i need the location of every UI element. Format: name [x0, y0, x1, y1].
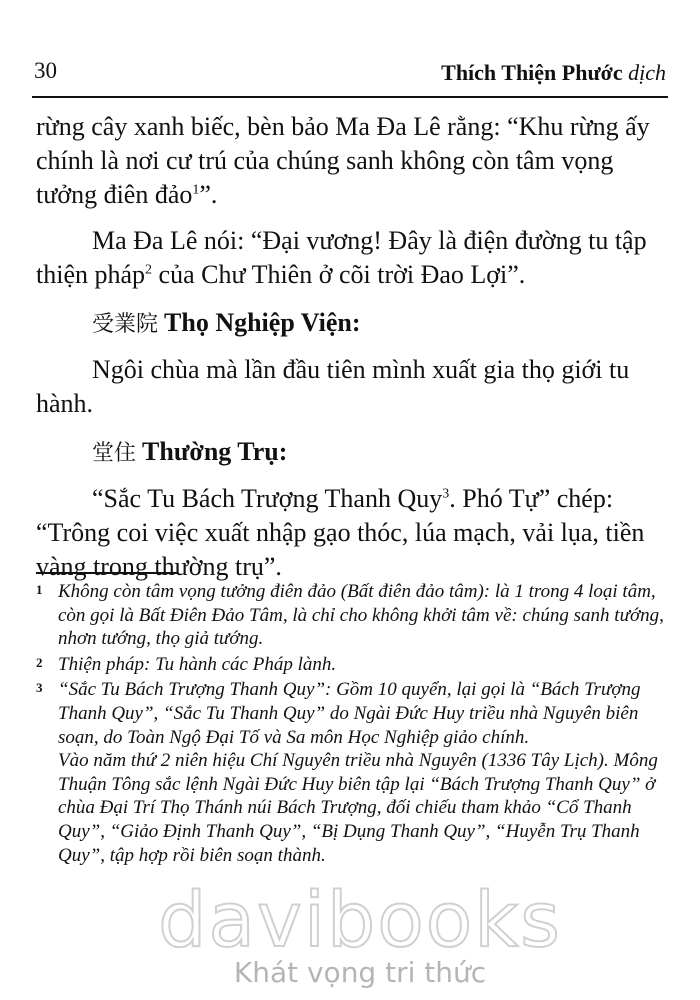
heading-2-title: Thường Trụ: [142, 437, 288, 466]
running-title-author: Thích Thiện Phước [441, 60, 623, 85]
footnote-1-number: 1 [36, 582, 43, 597]
footnote-3 [36, 678, 666, 867]
footnote-3-text-continued: Vào năm thứ 2 niên hiệu Chí Nguyên triều nhà Nguyên (1336 Tây Lịch). Mông Thuận Tông sắc lệnh Ngài Đức Huy biên tập lại “Bách Trượng Thanh Quy” ở chùa Đại Trí Thọ Thánh núi Bách Trượng, đối chiếu tham khảo “Cổ Thanh Quy”, “Giảo Định Thanh Quy”, “Bị Dụng Thanh Quy”, “Huyễn Trụ Thanh Quy”, tập hợp rồi biên soạn thành. [58, 750, 658, 866]
footnote-1 [36, 580, 666, 651]
running-title-role: dịch [628, 60, 666, 85]
paragraph-4-end: . Phó Tự” chép: “Trông coi việc xuất nhập gạo thóc, lúa mạch, vải lụa, tiền vàng trong thường trụ”. [36, 484, 645, 581]
footnotes [36, 580, 666, 869]
footnote-ref-3: 3 [442, 486, 450, 502]
page-number: 30 [34, 58, 57, 83]
watermark-slogan: Khát vọng tri thức [233, 956, 487, 989]
footnote-3-number: 3 [36, 680, 43, 696]
paragraph-2 [36, 224, 666, 292]
heading-1-cjk: 受業院 [92, 311, 159, 336]
footnote-divider [36, 572, 178, 574]
paragraph-4 [36, 482, 666, 584]
paragraph-2-text: Ma Đa Lê nói: “Đại vương! Đây là điện đường tu tập thiện pháp [36, 226, 647, 289]
heading-2-cjk: 堂住 [92, 440, 137, 465]
heading-thuong-tru [36, 435, 666, 470]
heading-1-title: Thọ Nghiệp Viện: [164, 308, 361, 337]
footnote-1-text: Không còn tâm vọng tưởng điên đảo (Bất điên đảo tâm): là 1 trong 4 loại tâm, còn gọi là Bất Điên Đảo Tâm, là chỉ cho không khởi tâm về: chúng sanh tướng, nhơn tướng, thọ giả tướng. [58, 581, 664, 650]
footnote-2-number: 2 [36, 654, 43, 670]
running-title [441, 60, 666, 86]
paragraph-1-end: ”. [199, 180, 218, 209]
watermark-brand: davibooks [158, 875, 562, 964]
paragraph-3: Ngôi chùa mà lần đầu tiên mình xuất gia thọ giới tu hành. [36, 355, 630, 418]
heading-tho-nghiep-vien [36, 306, 666, 341]
paragraph-4-text: “Sắc Tu Bách Trượng Thanh Quy [92, 484, 443, 513]
watermark [150, 875, 570, 989]
footnote-2-text: Thiện pháp: Tu hành các Pháp lành. [58, 653, 337, 675]
paragraph-1-text: rừng cây xanh biếc, bèn bảo Ma Đa Lê rằng: “Khu rừng ấy chính là nơi cư trú của chúng sanh không còn tâm vọng tưởng điên đảo [36, 112, 650, 209]
page-header [32, 56, 668, 98]
footnote-2 [36, 653, 666, 677]
paragraph-1 [36, 110, 666, 212]
footnote-3-text: “Sắc Tu Bách Trượng Thanh Quy”: Gồm 10 quyển, lại gọi là “Bách Trượng Thanh Quy”, “Sắc Tu Thanh Quy” do Ngài Đức Huy triều nhà Nguyên biên soạn, do Toàn Ngộ Đại Tố và Sa môn Học Nghiệp giảo chính. [58, 679, 641, 748]
body-text [36, 110, 666, 584]
footnote-ref-1: 1 [192, 182, 200, 198]
footnote-ref-2: 2 [145, 262, 153, 278]
paragraph-2-end: của Chư Thiên ở cõi trời Đao Lợi”. [152, 260, 526, 289]
